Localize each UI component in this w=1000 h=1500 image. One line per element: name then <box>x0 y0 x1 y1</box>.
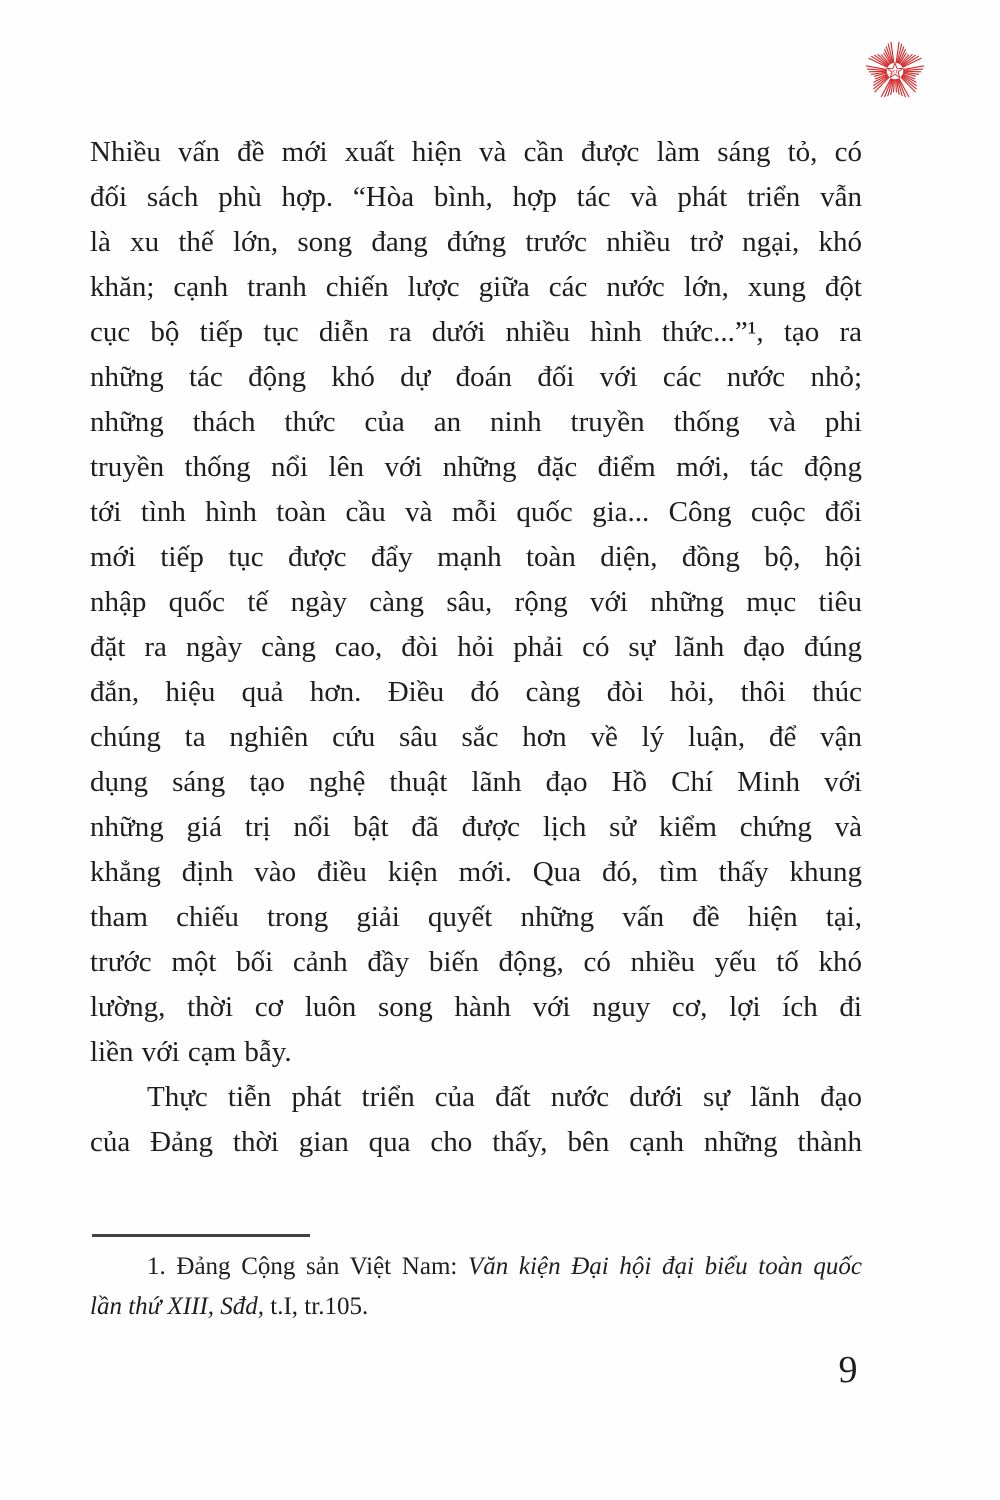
body-text-line: những giá trị nổi bật đã được lịch sử kiểm chứng và <box>90 811 862 843</box>
body-text-line: những thách thức của an ninh truyền thống và phi <box>90 406 862 438</box>
footnote-citation-prefix: 1. Đảng Cộng sản Việt Nam: <box>147 1253 468 1280</box>
body-text-line: chúng ta nghiên cứu sâu sắc hơn về lý luận, để vận <box>90 721 862 753</box>
body-text-line: lường, thời cơ luôn song hành với nguy cơ, lợi ích đi <box>90 991 862 1023</box>
body-text-line: dụng sáng tạo nghệ thuật lãnh đạo Hồ Chí Minh với <box>90 766 862 798</box>
footnote-separator <box>92 1234 310 1237</box>
body-text-line: những tác động khó dự đoán đối với các nước nhỏ; <box>90 361 862 393</box>
body-text-line: Nhiều vấn đề mới xuất hiện và cần được làm sáng tỏ, có <box>90 136 862 168</box>
body-text-line: tham chiếu trong giải quyết những vấn đề hiện tại, <box>90 901 862 933</box>
body-text-line: đối sách phù hợp. “Hòa bình, hợp tác và phát triển vẫn <box>90 181 862 213</box>
body-text-line: đắn, hiệu quả hơn. Điều đó càng đòi hỏi, thôi thúc <box>90 676 862 708</box>
body-text <box>90 130 862 1165</box>
footnote-work-title-continued: lần thứ XIII, Sđd, <box>90 1293 265 1320</box>
body-text-line: cục bộ tiếp tục diễn ra dưới nhiều hình thức...”¹, tạo ra <box>90 316 862 348</box>
footnote-reference: t.I, tr.105. <box>264 1293 369 1320</box>
body-text-line: là xu thế lớn, song đang đứng trước nhiều trở ngại, khó <box>90 226 862 258</box>
body-text-line: nhập quốc tế ngày càng sâu, rộng với những mục tiêu <box>90 586 862 618</box>
body-text-line: đặt ra ngày càng cao, đòi hỏi phải có sự lãnh đạo đúng <box>90 631 862 663</box>
body-text-line: liền với cạm bẫy. <box>90 1036 292 1068</box>
body-text-line: Thực tiễn phát triển của đất nước dưới sự lãnh đạo <box>147 1081 862 1113</box>
footnote-line <box>90 1247 862 1287</box>
body-text-line: trước một bối cảnh đầy biến động, có nhiều yếu tố khó <box>90 946 862 978</box>
body-text-line: tới tình hình toàn cầu và mỗi quốc gia... Công cuộc đổi <box>90 496 862 528</box>
body-text-line: khăn; cạnh tranh chiến lược giữa các nước lớn, xung đột <box>90 271 862 303</box>
footnote-line <box>90 1287 862 1327</box>
publisher-starburst-icon <box>862 38 928 104</box>
body-text-line: của Đảng thời gian qua cho thấy, bên cạnh những thành <box>90 1126 862 1158</box>
body-text-line: khẳng định vào điều kiện mới. Qua đó, tìm thấy khung <box>90 856 862 888</box>
body-text-line: mới tiếp tục được đẩy mạnh toàn diện, đồng bộ, hội <box>90 541 862 573</box>
page-number: 9 <box>838 1349 858 1391</box>
body-text-line: truyền thống nổi lên với những đặc điểm mới, tác động <box>90 451 862 483</box>
footnote-work-title: Văn kiện Đại hội đại biểu toàn quốc <box>468 1253 863 1280</box>
publisher-monogram: ST <box>892 69 898 76</box>
footnote <box>90 1247 862 1327</box>
